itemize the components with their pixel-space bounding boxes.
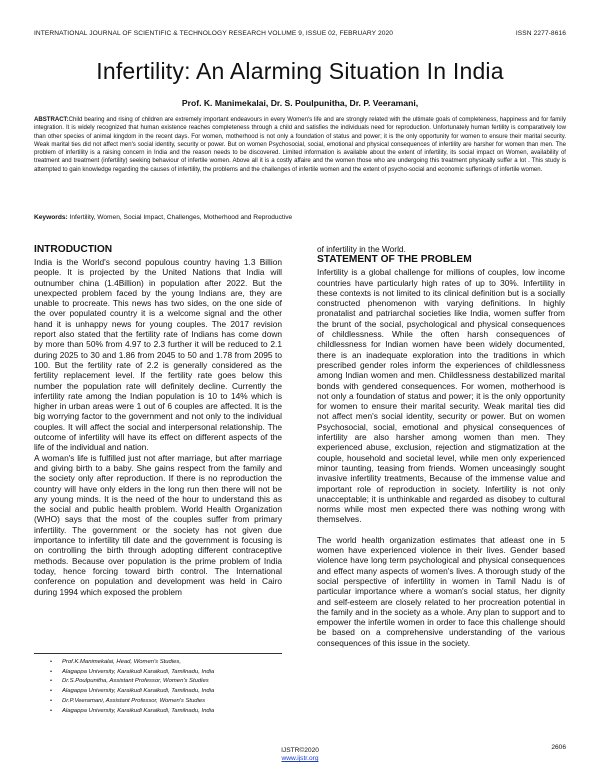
abstract-text: Child bearing and rising of children are extremely important endeavours in every Women's life and are strongly related with the ultimate goals of completeness, happiness and for family integration. It is widely recognized that human existence reaches completeness through a child and satisfies the individuals need for reproduction. Unfortunately human fertility is comparatively low than other species of animal kingdom in the recent days. For women, motherhood is not only a foundation of status and power; it is the only opportunity for women to ensure their marital security. Weak marital ties did not affect men's social identity, security or power. But on women Psychosocial, social, emotional and physical consequences of infertility are harsher for women than men. The problem of infertility is a raising concern in India and the reason needs to be discovered. Limited information is available about the extent of infertility, its social impact on Women, availability of treatment and treatment (infertility) seeking behaviour of infertile women. Above all it is a costly affaire and the women those who are undergoing this treatment physically suffer a lot . This study is attempted to gain knowledge regarding the causes of infertility, the problems and the challenges of infertile women and the extent of psycho-social and economic sufferings of infertile women. <box>34 117 566 173</box>
abstract <box>34 116 566 174</box>
affiliation-item: • Dr.P.Veeramani, Assistant Professor, Women's Studies <box>50 697 290 707</box>
intro-paragraph-2: A woman's life is fulfilled just not after marriage, but after marriage and giving birth to a baby. She gains respect from the family and the society only after reproduction. If there is no reproduction the country will have only elders in the long run then there will not be any young minds. It is the need of the hour to understand this as the social and public health problem. World Health Organization (WHO) says that the most of the couples suffer from primary infertility. The government or the society has not given due importance to infertility till date and the government is focusing is on controlling the birth through adopting different contraceptive methods. Because over population is the prime problem of India today, hence forcing toward birth control. The International conference on population and development was held in Cairo during 1994 which exposed the problem <box>34 452 282 597</box>
paper-title: Infertility: An Alarming Situation In India <box>96 58 504 84</box>
issn: ISSN 2277-8616 <box>515 30 566 37</box>
statement-paragraph-1: Infertility is a global challenge for millions of couples, low income countries have particularly high rates of up to 30%. Infertility in these contexts is not limited to its clinical definition but is a socially constructed phenomenon with varying definitions. In highly pronatalist and patriarchal societies like India, women suffer from the brunt of the social, psychological and physical consequences of childlessness. While the often harsh consequences of childlessness for Indian women have been widely documented, there is an inadequate exploration into the traditions in which prescribed gender roles inform the experiences of childlessness among Indian women and men. Childlessness destabilized marital bonds with gendered consequences. For women, motherhood is not only a foundation of status and power; it is the only opportunity for women to ensure their marital security. Weak marital ties did not affect men's social identity, security or power. But on women Psychosocial, social, emotional and physical consequences of infertility are also harsher among women than men. They experienced abuse, exclusion, rejection and stigmatization at the couple, household and societal level, while men only experienced minor taunting, teasing from friends. Women unceasingly sought invasive infertility treatments, Because of the immense value and important role of reproduction in society. Infertility is not only unacceptable; it is unthinkable and regarded as disobey to cultural norms while most men expected there was nothing wrong with themselves. <box>317 267 565 525</box>
page-footer <box>0 747 600 763</box>
intro-paragraph-2-continued: of infertility in the World. <box>317 244 406 254</box>
left-column <box>34 244 282 597</box>
affiliation-item: • Alagappa University, Karaikudi Karaikudi, Tamilnadu, India <box>50 668 290 678</box>
footer-url-link[interactable]: www.ijstr.org <box>281 755 319 762</box>
statement-paragraph-2: The world health organization estimates that atleast one in 5 women have experienced violence in their lives. Gender based violence have long term psychological and physical consequences and effect many aspects of women's lives. A thorough study of the social perspective of infertility in women in Tamil Nadu is of particular importance where a woman's social status, her dignity and self-esteem are closely related to her procreation potential in the family and in the society as a whole. Any plan to support and to empower the infertile women in order to face this challenge should be based on a comprehensive understanding of the various consequences of this issue in the society. <box>317 534 565 648</box>
affiliation-item: • Prof.K.Manimekalai, Head, Women's Studies, <box>50 658 290 668</box>
running-header <box>34 30 566 37</box>
journal-name: INTERNATIONAL JOURNAL OF SCIENTIFIC & TECHNOLOGY RESEARCH VOLUME 9, ISSUE 02, FEBRUARY 2020 <box>34 30 394 37</box>
keywords-label: Keywords: <box>34 214 68 221</box>
introduction-heading: INTRODUCTION <box>34 244 113 255</box>
affiliation-item: • Alagappa University, Karaikudi Karaikudi, Tamilnadu, India <box>50 687 290 697</box>
affiliation-item: • Alagappa University, Karaikudi Karaikudi, Tamilnadu, India <box>50 707 290 717</box>
abstract-label: ABSTRACT: <box>34 117 69 123</box>
keywords-text: Infertility, Women, Social Impact, Challenges, Motherhood and Reproductive <box>69 214 293 221</box>
affiliation-item: • Dr.S.Poulpunitha, Assistant Professor, Women's Studies <box>50 677 290 687</box>
intro-paragraph-1: India is the World's second populous country having 1.3 Billion people. It is projected by the United Nations that India will outnumber china (1.4Billion) in population after 2022. But the unexpected problem faced by the young Indians are, they are unable to procreate. This news has two sides, on the one side of the over populated country it is a welcome signal and the other hand it is unhappy news for young couples. The 2017 revision report also stated that the fertility rate of Indians has come down by more than 50% from 4.97 to 2.3 further it will be reduced to 2.1 during 2025 to 30 and 1.86 from 2045 to 50 and 1.78 from 2095 to 100. But the fertility rate of 2.2 is generally considered as the fertility replacement level. If the fertility rate goes below this number the population rate will definitely decline. Currently the infertility rate among the Indian population is 10 to 14% which is higher in urban areas were 1 out of 6 couples are affected. It is the big worrying factor to the government and not only to the individual couples. It will affect the social and interpersonal relationship. The outcome of infertility will have its effect on different aspects of the life of the individual and nation. <box>34 257 282 453</box>
authors: Prof. K. Manimekalai, Dr. S. Poulpunitha, Dr. P. Veeramani, <box>181 98 419 108</box>
right-column <box>317 244 565 648</box>
statement-heading: STATEMENT OF THE PROBLEM <box>317 254 472 266</box>
footer-code: IJSTR©2020 <box>281 747 319 754</box>
affiliation-list <box>50 658 290 716</box>
page-number: 2606 <box>551 744 566 751</box>
footnote-divider <box>34 653 282 654</box>
keywords <box>34 213 566 222</box>
